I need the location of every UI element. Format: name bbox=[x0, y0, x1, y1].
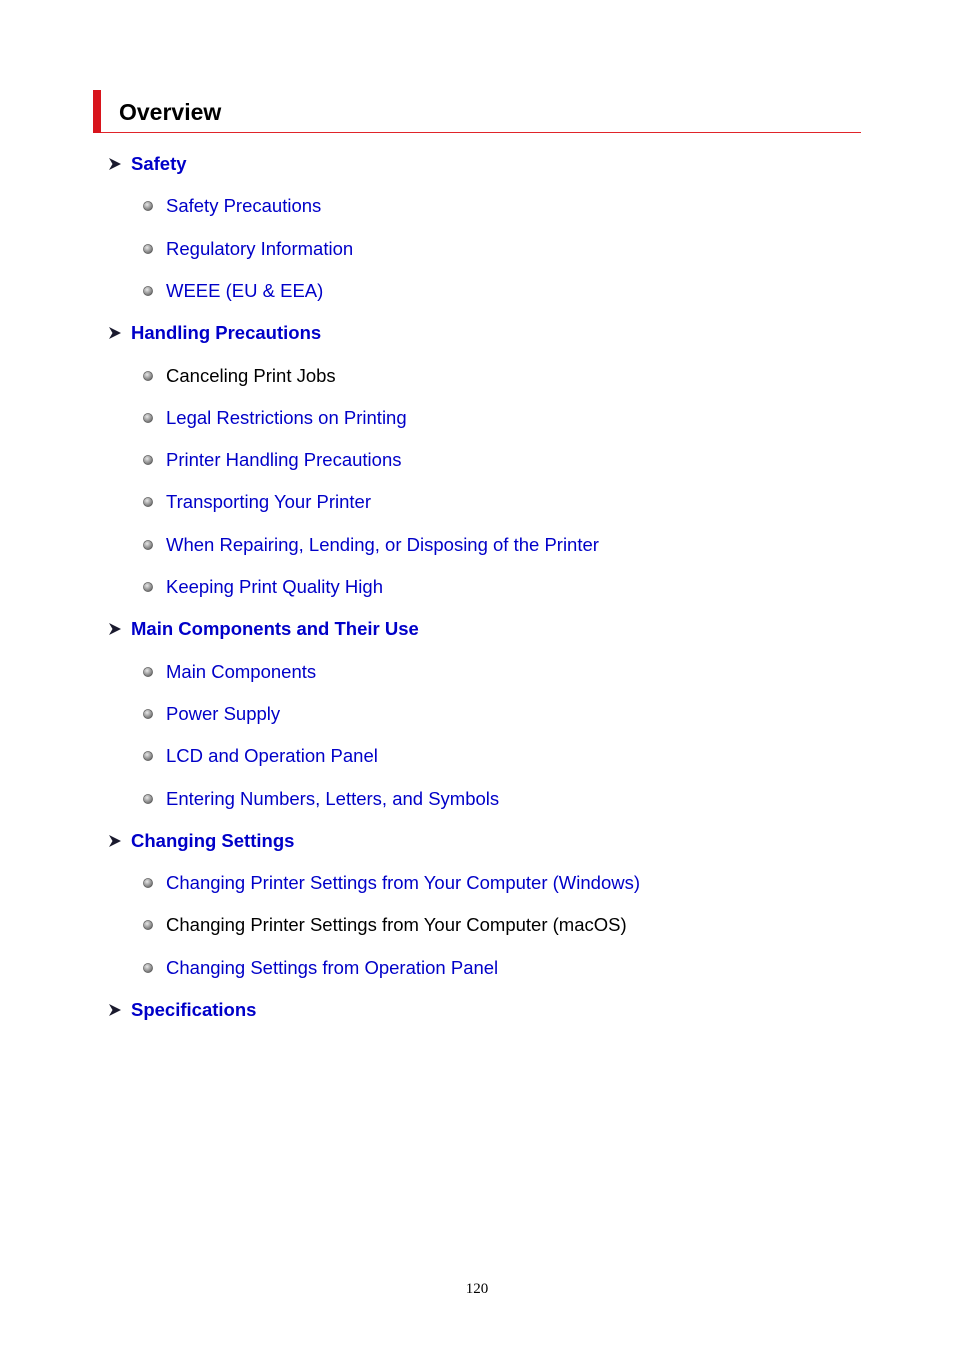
toc-section bbox=[108, 829, 294, 853]
toc-item bbox=[142, 702, 280, 726]
toc-item bbox=[142, 406, 407, 430]
toc-item bbox=[142, 490, 371, 514]
toc-section bbox=[108, 998, 256, 1022]
toc-item bbox=[142, 787, 499, 811]
toc-item bbox=[142, 279, 323, 303]
toc-item-text: Canceling Print Jobs bbox=[166, 364, 336, 386]
toc-item bbox=[142, 871, 640, 895]
bullet-icon bbox=[142, 919, 154, 931]
page-number: 120 bbox=[465, 1281, 489, 1297]
bullet-icon bbox=[142, 793, 154, 805]
toc-item bbox=[142, 237, 353, 261]
toc-item-link[interactable]: WEEE (EU & EEA) bbox=[166, 279, 324, 301]
toc-item-link[interactable]: Transporting Your Printer bbox=[166, 491, 371, 513]
bullet-icon bbox=[142, 200, 154, 212]
toc-section bbox=[108, 321, 321, 345]
chevron-right-icon bbox=[108, 622, 122, 636]
bullet-icon bbox=[142, 666, 154, 678]
toc-item bbox=[142, 744, 378, 768]
toc-item-link[interactable]: Safety Precautions bbox=[166, 195, 322, 217]
heading-accent-bar bbox=[93, 90, 101, 133]
bullet-icon bbox=[142, 539, 154, 551]
toc-item bbox=[142, 575, 383, 599]
chevron-right-icon bbox=[108, 834, 122, 848]
toc-item-link[interactable]: Changing Printer Settings from Your Computer (Windows) bbox=[166, 872, 641, 894]
toc-item bbox=[142, 913, 627, 937]
toc-item-link[interactable]: Legal Restrictions on Printing bbox=[166, 406, 407, 428]
toc-item-link[interactable]: Printer Handling Precautions bbox=[166, 449, 402, 471]
chevron-right-icon bbox=[108, 1003, 122, 1017]
chevron-right-icon bbox=[108, 326, 122, 340]
bullet-icon bbox=[142, 877, 154, 889]
toc-section-link[interactable]: Main Components and Their Use bbox=[131, 618, 419, 640]
bullet-icon bbox=[142, 454, 154, 466]
toc-item bbox=[142, 364, 336, 388]
bullet-icon bbox=[142, 285, 154, 297]
toc-section-link[interactable]: Changing Settings bbox=[131, 829, 295, 851]
toc-item-link[interactable]: Keeping Print Quality High bbox=[166, 576, 383, 597]
bullet-icon bbox=[142, 243, 154, 255]
toc-item bbox=[142, 448, 402, 472]
toc-item-link[interactable]: Main Components bbox=[166, 660, 317, 682]
toc-item-text: Changing Printer Settings from Your Computer (macOS) bbox=[166, 914, 627, 936]
toc-section-link[interactable]: Handling Precautions bbox=[131, 322, 322, 344]
toc-section bbox=[108, 152, 187, 176]
toc-item-link[interactable]: Changing Settings from Operation Panel bbox=[166, 956, 499, 978]
bullet-icon bbox=[142, 581, 154, 593]
toc-item bbox=[142, 660, 316, 684]
bullet-icon bbox=[142, 496, 154, 508]
page-heading bbox=[93, 90, 861, 133]
bullet-icon bbox=[142, 708, 154, 720]
toc-item bbox=[142, 533, 599, 557]
toc-item-link[interactable]: LCD and Operation Panel bbox=[166, 745, 378, 767]
toc-item-link[interactable]: When Repairing, Lending, or Disposing of the Printer bbox=[166, 533, 599, 555]
toc-item-link[interactable]: Entering Numbers, Letters, and Symbols bbox=[166, 787, 500, 809]
toc-item-link[interactable]: Power Supply bbox=[166, 702, 281, 724]
bullet-icon bbox=[142, 412, 154, 424]
toc-item bbox=[142, 956, 498, 980]
toc-section-link[interactable]: Safety bbox=[131, 153, 187, 174]
bullet-icon bbox=[142, 370, 154, 382]
toc-section bbox=[108, 617, 419, 641]
bullet-icon bbox=[142, 750, 154, 762]
toc-section-link[interactable]: Specifications bbox=[131, 999, 257, 1020]
toc-item bbox=[142, 194, 321, 218]
page-title: Overview bbox=[119, 99, 222, 125]
chevron-right-icon bbox=[108, 157, 122, 171]
bullet-icon bbox=[142, 962, 154, 974]
toc-item-link[interactable]: Regulatory Information bbox=[166, 237, 354, 259]
